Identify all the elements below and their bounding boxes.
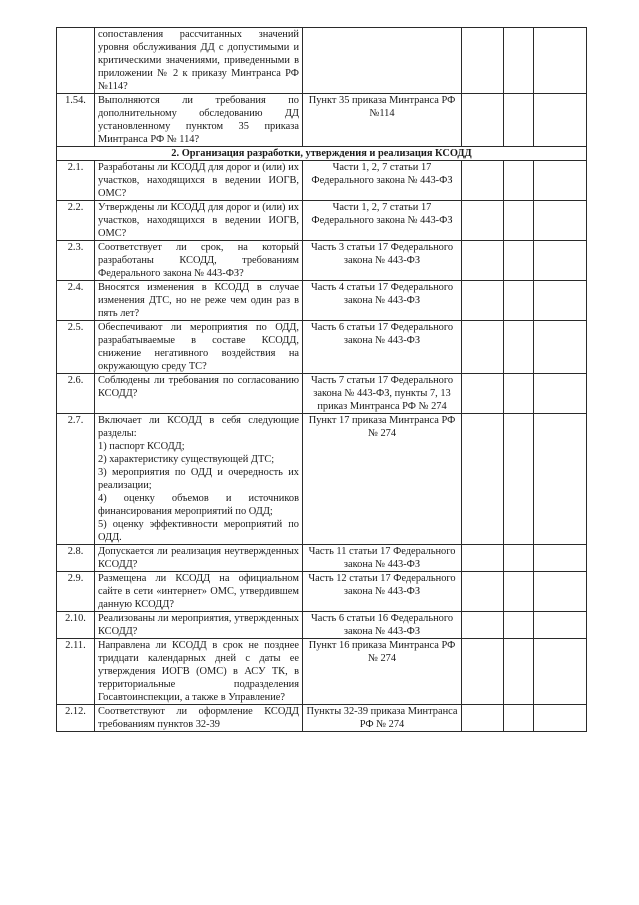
item-legal-reference: Части 1, 2, 7 статьи 17 Федерального закона № 443-ФЗ: [303, 201, 462, 241]
item-number: 1.54.: [57, 94, 95, 147]
item-legal-reference: Пункты 32-39 приказа Минтранса РФ № 274: [303, 705, 462, 732]
item-number: 2.3.: [57, 241, 95, 281]
item-question: Разработаны ли КСОДД для дорог и (или) их участков, находящихся в ведении ИОГВ, ОМС?: [95, 161, 303, 201]
table-row: [57, 281, 587, 321]
item-legal-reference: Часть 6 статьи 16 Федерального закона № 443-ФЗ: [303, 612, 462, 639]
item-question: Выполняются ли требования по дополнительному обследованию ДД установленному пунктом 35 приказа Минтранса РФ № 114?: [95, 94, 303, 147]
item-number: 2.5.: [57, 321, 95, 374]
item-legal-reference: [303, 28, 462, 94]
section-2-title: 2. Организация разработки, утверждения и реализация КСОДД: [57, 147, 587, 161]
comment-cell: [534, 639, 587, 705]
answer-cell-a: [462, 374, 504, 414]
answer-cell-b: [504, 612, 534, 639]
answer-cell-a: [462, 28, 504, 94]
item-question: Включает ли КСОДД в себя следующие разделы: 1) паспорт КСОДД; 2) характеристику существующей ДТС; 3) мероприятия по ОДД и очередность их реализации; 4) оценку объемов и источников финансирования мероприятий по ОДД; 5) оценку эффективности мероприятий по ОДД.: [95, 414, 303, 545]
item-number: 2.2.: [57, 201, 95, 241]
table-row: [57, 545, 587, 572]
table-row: [57, 161, 587, 201]
answer-cell-a: [462, 572, 504, 612]
document-page: [56, 27, 586, 732]
answer-cell-a: [462, 201, 504, 241]
item-question: Размещена ли КСОДД на официальном сайте в сети «интернет» ОМС, утвердившем данную КСОДД?: [95, 572, 303, 612]
item-question: Соответствуют ли оформление КСОДД требованиям пунктов 32-39: [95, 705, 303, 732]
comment-cell: [534, 545, 587, 572]
item-number: 2.9.: [57, 572, 95, 612]
rows-section-2: [57, 161, 587, 732]
table-row: [57, 28, 587, 94]
item-question: Обеспечивают ли мероприятия по ОДД, разрабатываемые в составе КСОДД, снижение негативного воздействия на окружающую среду ТС?: [95, 321, 303, 374]
table-row: [57, 612, 587, 639]
item-number: 2.11.: [57, 639, 95, 705]
checklist-table: [56, 27, 587, 732]
comment-cell: [534, 94, 587, 147]
table-row: [57, 414, 587, 545]
answer-cell-b: [504, 414, 534, 545]
item-legal-reference: Пункт 17 приказа Минтранса РФ № 274: [303, 414, 462, 545]
table-row: [57, 94, 587, 147]
answer-cell-b: [504, 639, 534, 705]
item-question: Реализованы ли мероприятия, утвержденных КСОДД?: [95, 612, 303, 639]
answer-cell-a: [462, 281, 504, 321]
item-number: 2.7.: [57, 414, 95, 545]
comment-cell: [534, 612, 587, 639]
item-number: [57, 28, 95, 94]
item-number: 2.1.: [57, 161, 95, 201]
table-row: [57, 705, 587, 732]
item-question: Соответствует ли срок, на который разработаны КСОДД, требованиям Федерального закона № 443-ФЗ?: [95, 241, 303, 281]
table-row: [57, 201, 587, 241]
comment-cell: [534, 321, 587, 374]
answer-cell-a: [462, 321, 504, 374]
answer-cell-b: [504, 281, 534, 321]
item-legal-reference: Части 1, 2, 7 статьи 17 Федерального закона № 443-ФЗ: [303, 161, 462, 201]
answer-cell-b: [504, 201, 534, 241]
item-question: Соблюдены ли требования по согласованию КСОДД?: [95, 374, 303, 414]
table-row: [57, 374, 587, 414]
comment-cell: [534, 241, 587, 281]
rows-section-1: [57, 28, 587, 147]
answer-cell-b: [504, 572, 534, 612]
answer-cell-a: [462, 639, 504, 705]
answer-cell-a: [462, 705, 504, 732]
comment-cell: [534, 28, 587, 94]
answer-cell-a: [462, 241, 504, 281]
item-legal-reference: Часть 12 статьи 17 Федерального закона № 443-ФЗ: [303, 572, 462, 612]
item-number: 2.12.: [57, 705, 95, 732]
item-legal-reference: Пункт 35 приказа Минтранса РФ №114: [303, 94, 462, 147]
comment-cell: [534, 414, 587, 545]
answer-cell-b: [504, 28, 534, 94]
item-legal-reference: Пункт 16 приказа Минтранса РФ № 274: [303, 639, 462, 705]
item-question: Утверждены ли КСОДД для дорог и (или) их участков, находящихся в ведении ИОГВ, ОМС?: [95, 201, 303, 241]
answer-cell-b: [504, 545, 534, 572]
item-legal-reference: Часть 7 статьи 17 Федерального закона № 443-ФЗ, пункты 7, 13 приказ Минтранса РФ № 274: [303, 374, 462, 414]
answer-cell-b: [504, 705, 534, 732]
comment-cell: [534, 201, 587, 241]
section-header-row: [57, 147, 587, 161]
answer-cell-a: [462, 161, 504, 201]
item-number: 2.6.: [57, 374, 95, 414]
item-number: 2.8.: [57, 545, 95, 572]
item-question: сопоставления рассчитанных значений уровня обслуживания ДД с допустимыми и критическими значениями, приведенными в приложении № 2 к приказу Минтранса РФ №114?: [95, 28, 303, 94]
item-legal-reference: Часть 6 статьи 17 Федерального закона № 443-ФЗ: [303, 321, 462, 374]
answer-cell-a: [462, 545, 504, 572]
answer-cell-b: [504, 241, 534, 281]
comment-cell: [534, 705, 587, 732]
item-legal-reference: Часть 4 статьи 17 Федерального закона № 443-ФЗ: [303, 281, 462, 321]
item-legal-reference: Часть 3 статьи 17 Федерального закона № 443-ФЗ: [303, 241, 462, 281]
answer-cell-b: [504, 321, 534, 374]
item-number: 2.4.: [57, 281, 95, 321]
comment-cell: [534, 161, 587, 201]
comment-cell: [534, 374, 587, 414]
answer-cell-a: [462, 414, 504, 545]
table-row: [57, 572, 587, 612]
comment-cell: [534, 572, 587, 612]
answer-cell-b: [504, 94, 534, 147]
answer-cell-a: [462, 94, 504, 147]
table-row: [57, 639, 587, 705]
answer-cell-a: [462, 612, 504, 639]
answer-cell-b: [504, 161, 534, 201]
item-number: 2.10.: [57, 612, 95, 639]
comment-cell: [534, 281, 587, 321]
item-question: Вносятся изменения в КСОДД в случае изменения ДТС, но не реже чем один раз в пять лет?: [95, 281, 303, 321]
answer-cell-b: [504, 374, 534, 414]
item-question: Направлена ли КСОДД в срок не позднее тридцати календарных дней с даты ее утверждения ИОГВ (ОМС) в АСУ ТК, в территориальные подразделения Госавтоинспекции, а также в Управление?: [95, 639, 303, 705]
table-row: [57, 321, 587, 374]
item-legal-reference: Часть 11 статьи 17 Федерального закона № 443-ФЗ: [303, 545, 462, 572]
table-row: [57, 241, 587, 281]
item-question: Допускается ли реализация неутвержденных КСОДД?: [95, 545, 303, 572]
